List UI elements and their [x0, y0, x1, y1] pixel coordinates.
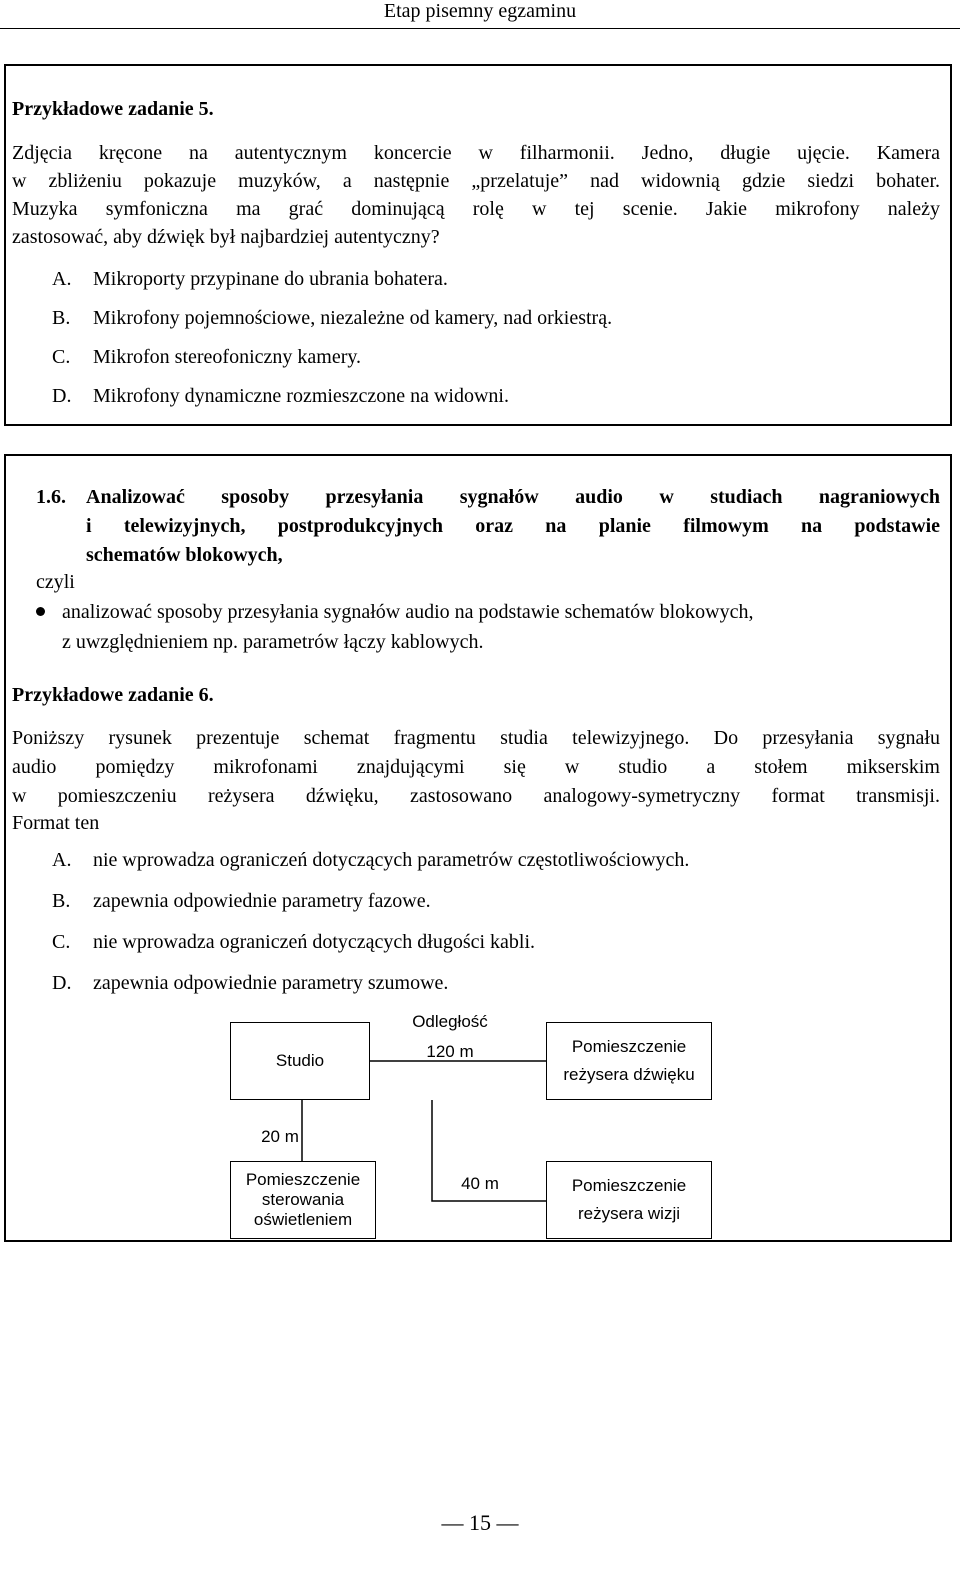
option-text: nie wprowadza ograniczeń dotyczących długości kabli. [93, 931, 536, 953]
page-header-title: Etap pisemny egzaminu [383, 0, 577, 22]
task6-heading: Przykładowe zadanie 6. [12, 684, 214, 706]
option-letter: B. [52, 307, 71, 329]
option-letter: B. [52, 890, 71, 912]
task5-heading: Przykładowe zadanie 5. [12, 98, 214, 120]
section16-bullet-line-1: analizować sposoby przesyłania sygnałów audio na podstawie schematów blokowych, [62, 601, 754, 623]
sound-room-line-2: reżysera dźwięku [563, 1065, 695, 1084]
vision-director-room-box [546, 1161, 712, 1239]
page-dash-right: — [496, 1510, 519, 1535]
task5-question-line-1: Zdjęcia kręcone na autentycznym koncercie w filharmonii. Jedno, długie ujęcie. Kamera [12, 142, 940, 164]
lighting-control-room-box [230, 1161, 376, 1239]
section16-czyli: czyli [36, 571, 75, 593]
vision-line-1: Pomieszczenie [571, 1176, 687, 1195]
task5-question-line-2: w zbliżeniu pokazuje muzyków, a następnie „przelatuje” nad widownią gdzie siedzi bohater. [12, 170, 940, 192]
lighting-line-1: Pomieszczenie [245, 1170, 361, 1189]
option-text: Mikrofony pojemnościowe, niezależne od kamery, nad orkiestrą. [93, 307, 613, 329]
task5-question-line-4: zastosować, aby dźwięk był najbardziej autentyczny? [12, 226, 440, 248]
option-text: zapewnia odpowiednie parametry szumowe. [93, 972, 449, 994]
studio-box [230, 1022, 370, 1100]
task5-option-a [52, 264, 932, 294]
section16-title-line-3: schematów blokowych, [86, 544, 283, 566]
page-dash-left: — [441, 1510, 464, 1535]
option-text: zapewnia odpowiednie parametry fazowe. [93, 890, 431, 912]
option-letter: A. [52, 268, 72, 290]
lighting-line-2: sterowania [261, 1190, 345, 1209]
diagram-connectors [0, 1000, 960, 1240]
task6-question-line-1: Poniższy rysunek prezentuje schemat fragmentu studia telewizyjnego. Do przesyłania sygnału [12, 727, 940, 749]
distance-120m: 120 m [426, 1042, 474, 1061]
distance-20m: 20 m [261, 1127, 299, 1146]
section16-bullet-line-2: z uwzględnieniem np. parametrów łączy kablowych. [62, 631, 484, 653]
option-text: Mikroporty przypinane do ubrania bohatera. [93, 268, 448, 290]
page-number [0, 1510, 960, 1536]
task5-option-c [52, 342, 932, 372]
option-letter: C. [52, 931, 71, 953]
distance-40m: 40 m [461, 1174, 499, 1193]
option-text: Mikrofony dynamiczne rozmieszczone na widowni. [93, 385, 509, 407]
option-text: nie wprowadza ograniczeń dotyczących parametrów częstotliwościowych. [93, 849, 690, 871]
vision-line-2: reżysera wizji [577, 1204, 681, 1223]
section16-number: 1.6. [36, 486, 66, 508]
header-divider [0, 28, 960, 29]
sound-director-room-box [546, 1022, 712, 1100]
option-letter: C. [52, 346, 71, 368]
studio-label: Studio [275, 1051, 325, 1070]
bullet-icon [36, 607, 45, 616]
sound-room-line-1: Pomieszczenie [571, 1037, 687, 1056]
task6-option-d [52, 968, 932, 998]
task5-question-line-3: Muzyka symfoniczna ma grać dominującą rolę w tej scenie. Jakie mikrofony należy [12, 198, 940, 220]
task6-option-c [52, 927, 932, 957]
page-number-value: 15 [469, 1510, 491, 1535]
task5-option-d [52, 381, 932, 411]
task5-option-b [52, 303, 932, 333]
lighting-line-3: oświetleniem [253, 1210, 353, 1229]
task6-option-a [52, 845, 932, 875]
option-text: Mikrofon stereofoniczny kamery. [93, 346, 362, 368]
option-letter: D. [52, 972, 72, 994]
task6-option-b [52, 886, 932, 916]
section16-title-line-1: Analizować sposoby przesyłania sygnałów audio w studiach nagraniowych [86, 486, 940, 508]
task6-question-line-4: Format ten [12, 812, 100, 834]
section16-title-line-2: i telewizyjnych, postprodukcyjnych oraz na planie filmowym na podstawie [86, 515, 940, 537]
option-letter: D. [52, 385, 72, 407]
distance-label: Odległość [412, 1012, 488, 1031]
task6-question-line-3: w pomieszczeniu reżysera dźwięku, zastosowano analogowy-symetryczny format transmisji. [12, 785, 940, 807]
task6-question-line-2: audio pomiędzy mikrofonami znajdującymi się w studio a stołem mikserskim [12, 756, 940, 778]
option-letter: A. [52, 849, 72, 871]
